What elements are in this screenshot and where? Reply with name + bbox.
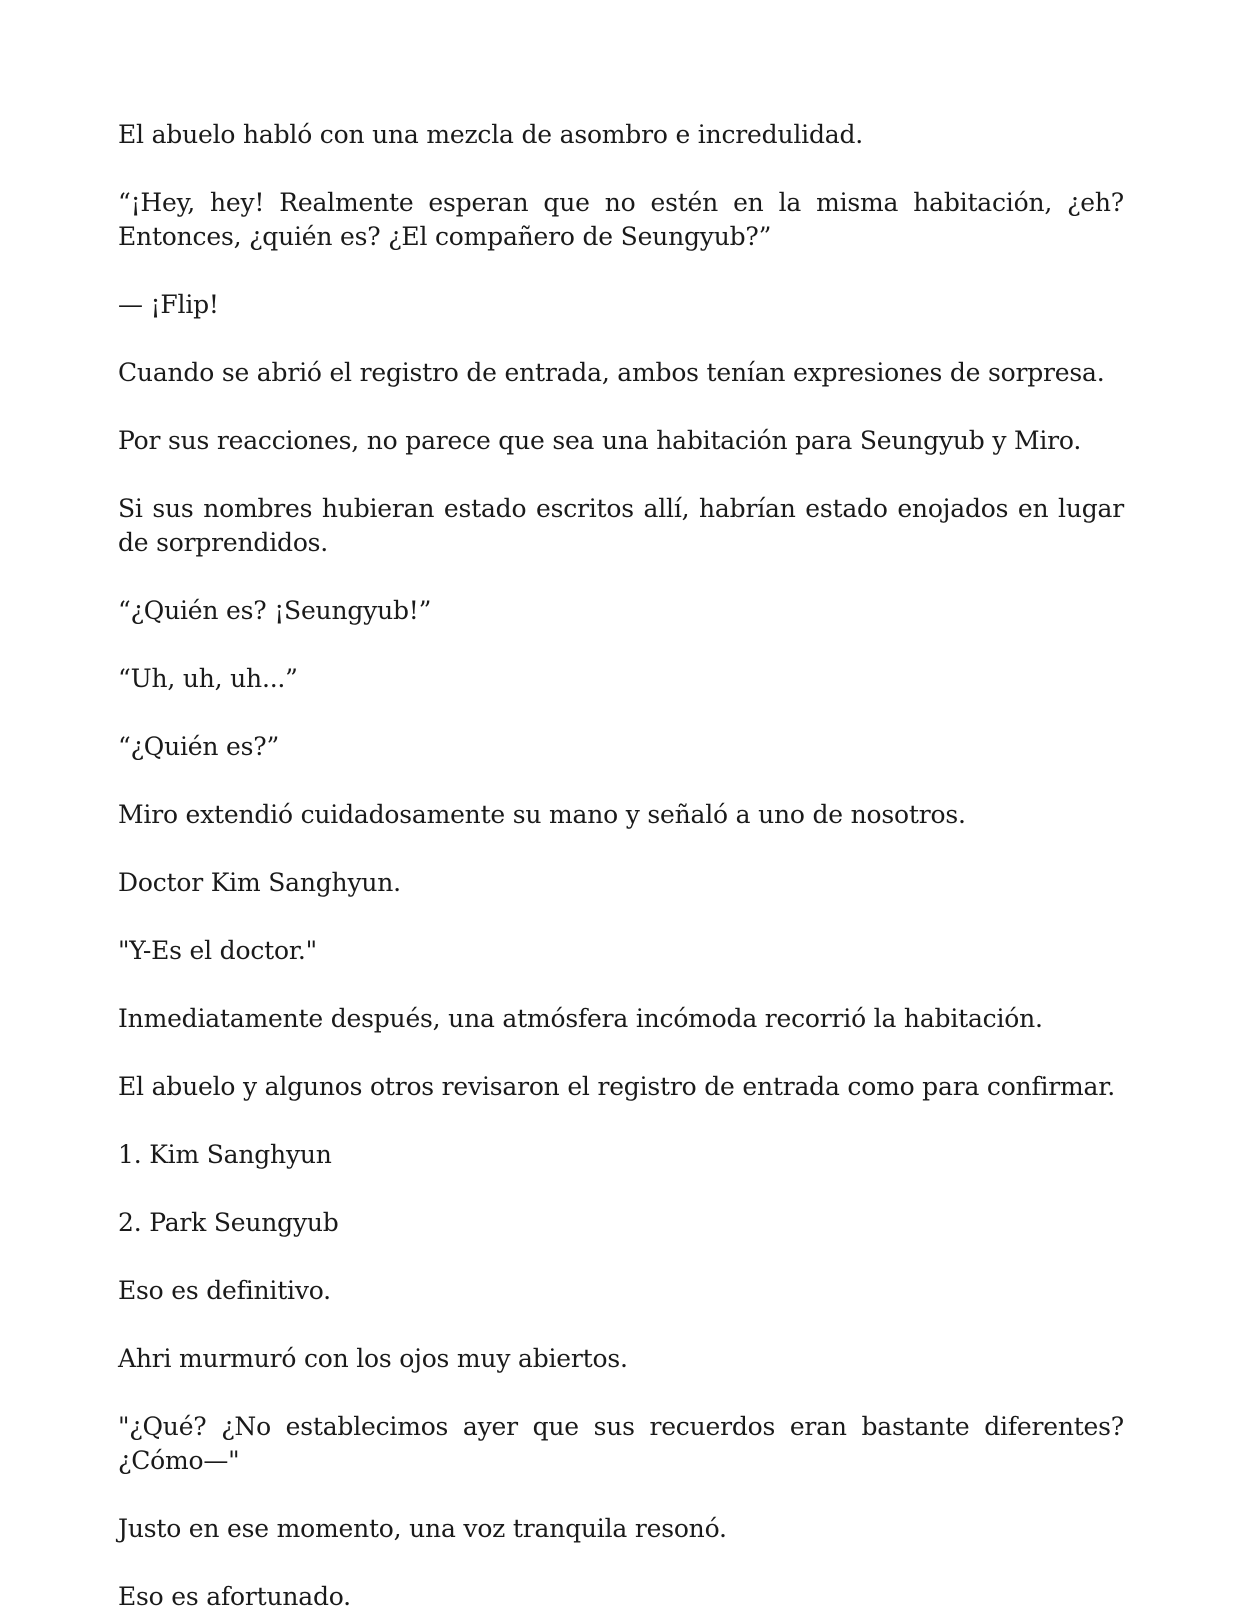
paragraph: Doctor Kim Sanghyun.: [118, 868, 401, 897]
paragraph: “Uh, uh, uh...”: [118, 664, 298, 693]
paragraph: — ¡Flip!: [118, 290, 219, 319]
paragraph: El abuelo habló con una mezcla de asombro e incredulidad.: [118, 120, 863, 149]
paragraph: Justo en ese momento, una voz tranquila resonó.: [118, 1514, 727, 1543]
paragraph: Miro extendió cuidadosamente su mano y señaló a uno de nosotros.: [118, 800, 966, 829]
paragraph: Eso es afortunado.: [118, 1582, 351, 1611]
paragraph: “¡Hey, hey! Realmente esperan que no estén en la misma habitación, ¿eh? Entonces, ¿quién es? ¿El compañero de Seungyub?”: [118, 188, 1124, 251]
paragraph: Cuando se abrió el registro de entrada, ambos tenían expresiones de sorpresa.: [118, 358, 1105, 387]
list-item: 2. Park Seungyub: [118, 1208, 339, 1237]
paragraph: Por sus reacciones, no parece que sea una habitación para Seungyub y Miro.: [118, 426, 1082, 455]
paragraph: “¿Quién es?”: [118, 732, 280, 761]
paragraph: “¿Quién es? ¡Seungyub!”: [118, 596, 432, 625]
paragraph: Eso es definitivo.: [118, 1276, 331, 1305]
paragraph: Ahri murmuró con los ojos muy abiertos.: [118, 1344, 628, 1373]
paragraph: El abuelo y algunos otros revisaron el registro de entrada como para confirmar.: [118, 1072, 1116, 1101]
list-item: 1. Kim Sanghyun: [118, 1140, 332, 1169]
paragraph: "¿Qué? ¿No establecimos ayer que sus recuerdos eran bastante diferentes? ¿Cómo—": [118, 1412, 1124, 1475]
paragraph: Si sus nombres hubieran estado escritos allí, habrían estado enojados en lugar de sorprendidos.: [118, 494, 1124, 557]
paragraph: Inmediatamente después, una atmósfera incómoda recorrió la habitación.: [118, 1004, 1043, 1033]
document-body: [118, 118, 1124, 1617]
paragraph: "Y-Es el doctor.": [118, 936, 317, 965]
